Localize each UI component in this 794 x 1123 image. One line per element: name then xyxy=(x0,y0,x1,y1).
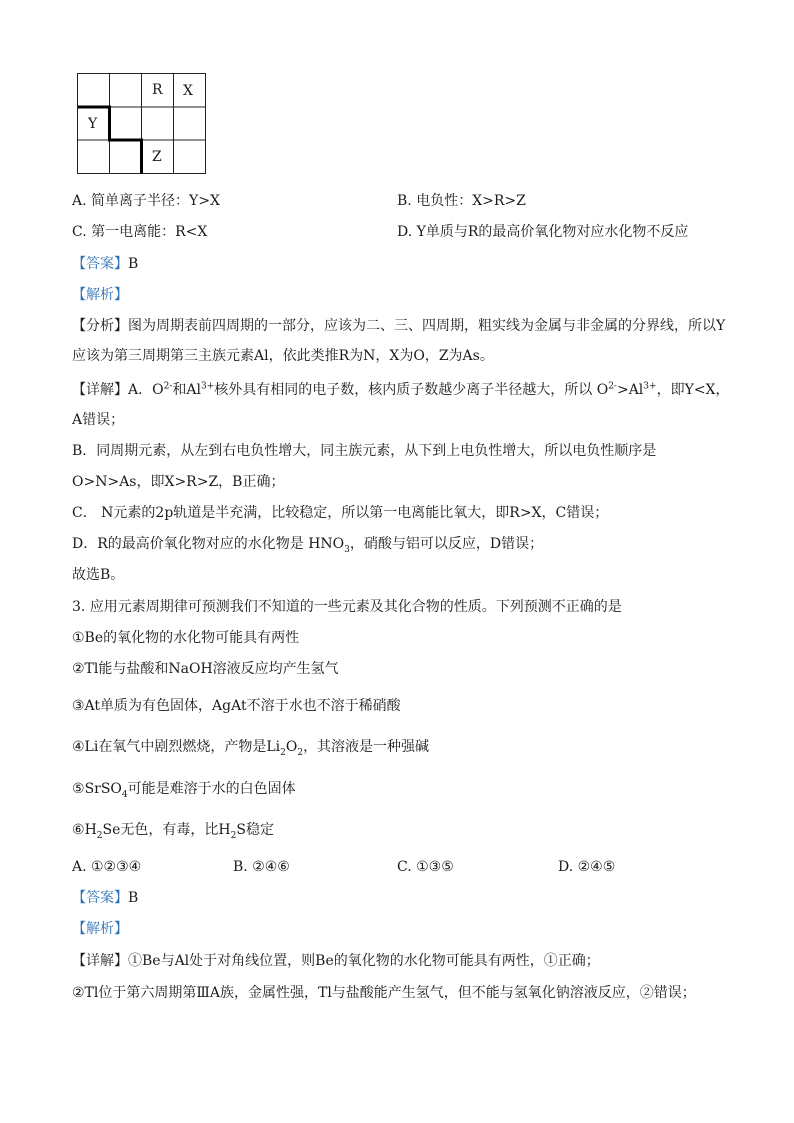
subscript: 3 xyxy=(344,544,350,555)
q2-fenxi-line2: 应该为第三周期第三主族元素Al，依此类推R为N，X为O，Z为As。 xyxy=(72,348,494,364)
text-fragment: ③At单质为有色固体， xyxy=(72,698,213,714)
text-fragment: 和Al xyxy=(172,382,201,398)
superscript: 3+ xyxy=(200,381,215,392)
text-fragment: 【详解】A．O xyxy=(72,382,164,398)
q3-statement-2: ②Tl能与盐酸和NaOH溶液反应均产生氢气 xyxy=(72,661,339,677)
formula: Li xyxy=(266,739,281,755)
q3-option-c: C. ①③⑤ xyxy=(397,859,454,875)
q3-statement-3 xyxy=(72,696,401,716)
formula: S xyxy=(236,822,246,838)
formula: Se xyxy=(102,822,121,838)
text-fragment: ⑤ xyxy=(72,781,85,797)
text-fragment: 核外具有相同的电子数，核内质子数越少离子半径越大，所以 O xyxy=(214,382,609,398)
formula: AgAt xyxy=(212,698,247,714)
q2-option-d: D. Y单质与R的最高价氧化物对应水化物不反应 xyxy=(397,224,689,240)
formula: SrSO xyxy=(84,781,122,797)
text-fragment: ，即Y<X， xyxy=(656,382,730,398)
q3-detail-line2: ②Tl位于第六周期第ⅢA族，金属性强，Tl与盐酸能产生氢气，但不能与氢氧化钠溶液反应，②错误； xyxy=(72,985,696,1001)
q2-detail-a-line2: A错误； xyxy=(72,412,125,428)
text-fragment: ④Li在氧气中剧烈燃烧，产物是 xyxy=(72,739,267,755)
text-fragment: 稳定 xyxy=(245,822,274,838)
q3-option-b: B. ②④⑥ xyxy=(233,859,290,875)
periodic-table-fragment xyxy=(77,73,207,175)
answer-value: B xyxy=(128,890,139,906)
subscript: 4 xyxy=(121,789,128,800)
q3-detail-line1: 【详解】①Be与Al处于对角线位置，则Be的氧化物的水化物可能具有两性，①正确； xyxy=(72,953,600,969)
text-fragment: 无色，有毒，比 xyxy=(120,822,219,838)
q2-detail-a xyxy=(72,380,730,400)
q3-statement-4 xyxy=(72,737,429,757)
answer-value: B xyxy=(128,256,139,272)
subscript: 2 xyxy=(280,747,286,758)
answer-label: 【答案】 xyxy=(72,890,128,906)
q3-statement-6 xyxy=(72,820,274,840)
q2-detail-d xyxy=(72,534,543,554)
answer-label: 【答案】 xyxy=(72,256,128,272)
grid-cell-z: Z xyxy=(152,149,162,165)
q2-detail-b-line1: B．同周期元素，从左到右电负性增大，同主族元素，从下到上电负性增大，所以电负性顺序是 xyxy=(72,443,657,459)
q3-stem: 3. 应用元素周期律可预测我们不知道的一些元素及其化合物的性质。下列预测不正确的是 xyxy=(72,599,622,615)
subscript: 2 xyxy=(230,830,237,841)
q2-answer xyxy=(72,254,138,274)
text-fragment: ⑥ xyxy=(72,822,85,838)
q2-conclusion: 故选B。 xyxy=(72,567,125,583)
formula: O xyxy=(285,739,298,755)
superscript: 2- xyxy=(608,381,617,392)
text-fragment: ，其溶液是一种强碱 xyxy=(303,739,430,755)
q2-analysis-label: 【解析】 xyxy=(72,287,128,303)
q2-detail-b-line2: O>N>As，即X>R>Z，B正确； xyxy=(72,474,285,490)
q2-option-b: B. 电负性：X>R>Z xyxy=(397,193,526,209)
q3-option-d: D. ②④⑤ xyxy=(558,859,616,875)
q2-option-c: C. 第一电离能：R<X xyxy=(72,224,208,240)
q2-option-a: A. 简单离子半径：Y>X xyxy=(72,193,220,209)
subscript: 2 xyxy=(297,747,304,758)
text-fragment: >Al xyxy=(616,382,644,398)
superscript: 2- xyxy=(163,381,173,392)
grid-cell-x: X xyxy=(183,83,193,99)
grid-cell-y: Y xyxy=(88,116,98,132)
formula: H xyxy=(218,822,231,838)
q3-answer xyxy=(72,888,138,908)
q3-statement-1: ①Be的氧化物的水化物可能具有两性 xyxy=(72,630,300,646)
q2-detail-c: C． N元素的2p轨道是半充满，比较稳定，所以第一电离能比氧大，即R>X，C错误； xyxy=(72,505,609,521)
grid-cell-r: R xyxy=(152,82,163,98)
text-fragment: ，硝酸与铝可以反应，D错误； xyxy=(349,536,544,552)
q3-analysis-label: 【解析】 xyxy=(72,921,128,937)
text-fragment: 不溶于水也不溶于稀硝酸 xyxy=(246,698,401,714)
q3-statement-5 xyxy=(72,779,296,799)
text-fragment: D．R的最高价氧化物对应的水化物是 HNO xyxy=(72,536,345,552)
q3-option-a: A. ①②③④ xyxy=(72,859,142,875)
superscript: 3+ xyxy=(643,381,657,392)
q2-fenxi-line1: 【分析】图为周期表前四周期的一部分，应该为二、三、四周期，粗实线为金属与非金属的分界线，所以Y xyxy=(72,318,726,334)
formula: H xyxy=(84,822,97,838)
text-fragment: 可能是难溶于水的白色固体 xyxy=(127,781,296,797)
subscript: 2 xyxy=(96,830,103,841)
